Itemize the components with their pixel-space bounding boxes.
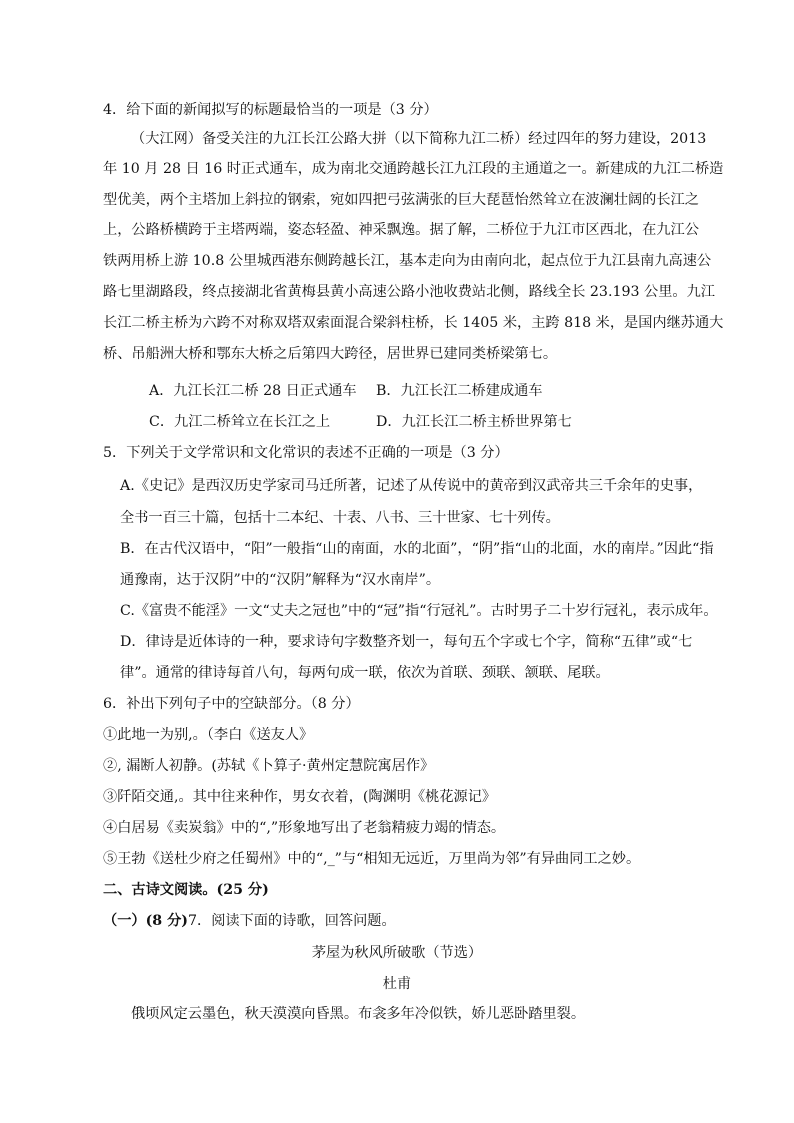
section-2-heading: 二、古诗文阅读。(25 分) bbox=[103, 882, 269, 898]
question-4-title: 4．给下面的新闻拟写的标题最恰当的一项是（3 分） bbox=[103, 102, 438, 118]
q4-option-d: D．九江长江二桥主桥世界第七 bbox=[376, 414, 572, 430]
q5-line-4: 通豫南，达于汉阴”中的“汉阴”解释为“汉水南岸”。 bbox=[120, 572, 441, 588]
q4-passage-line-6: 路七里湖路段，终点接湖北省黄梅县黄小高速公路小池收费站北侧，路线全长 23.193 公里。九江 bbox=[103, 284, 715, 300]
q6-item-4: ④白居易《卖炭翁》中的“,”形象地写出了老翁精疲力竭的情态。 bbox=[103, 820, 506, 836]
question-7-row bbox=[103, 911, 396, 931]
q5-line-3: B．在古代汉语中，“阳”一般指“山的南面，水的北面”，“阴”指“山的北面，水的南岸。”因此“指 bbox=[120, 541, 714, 557]
q6-item-1: ①此地一为别,。（李白《送友人》 bbox=[103, 727, 314, 743]
q4-passage-line-1: （大江网）备受关注的九江长江公路大拼（以下简称九江二桥）经过四年的努力建设，2013 bbox=[131, 131, 707, 147]
q6-item-5: ⑤王勃《送杜少府之任蜀州》中的“,_”与“相知无远近，万里尚为邻”有异曲同工之妙。 bbox=[103, 851, 641, 867]
q6-item-3: ③阡陌交通,。其中往来种作，男女衣着，(陶渊明《桃花源记》 bbox=[103, 789, 497, 805]
q4-passage-line-8: 桥、吊船洲大桥和鄂东大桥之后第四大跨径，居世界已建同类桥梁第七。 bbox=[103, 346, 558, 362]
q5-line-7: 律”。通常的律诗每首八句，每两句成一联，依次为首联、颈联、颔联、尾联。 bbox=[120, 665, 610, 681]
q5-line-6: D．律诗是近体诗的一种，要求诗句字数整齐划一，每句五个字或七个字，简称“五律”或“七 bbox=[120, 634, 693, 650]
subsection-label: （一）(8 分) bbox=[103, 913, 188, 929]
q5-line-5: C.《富贵不能淫》一文“丈夫之冠也”中的“冠”指“行冠礼”。古时男子二十岁行冠礼，表示成年。 bbox=[120, 603, 718, 619]
q4-passage-line-7: 长江二桥主桥为六跨不对称双塔双索面混合梁斜柱桥，长 1405 米，主跨 818 米，是国内继苏通大 bbox=[103, 315, 724, 331]
q5-line-2: 全书一百三十篇，包括十二本纪、十表、八书、三十世家、七十列传。 bbox=[120, 510, 560, 526]
q4-option-a: A．九江长江二桥 28 日正式通车 bbox=[149, 383, 357, 399]
poem-author: 杜甫 bbox=[382, 976, 412, 992]
question-6-title: 6．补出下列句子中的空缺部分。（8 分） bbox=[103, 696, 360, 712]
question-5-title: 5．下列关于文学常识和文化常识的表述不正确的一项是（3 分） bbox=[103, 445, 509, 461]
poem-title: 茅屋为秋风所破歌（节选） bbox=[311, 945, 483, 961]
q5-line-1: A.《史记》是西汉历史学家司马迁所著，记述了从传说中的黄帝到汉武帝共三千余年的史事， bbox=[120, 478, 703, 494]
q4-passage-line-5: 铁两用桥上游 10.8 公里城西港东侧跨越长江，基本走向为由南向北，起点位于九江县南九高速公 bbox=[103, 253, 712, 269]
q4-option-c: C．九江二桥耸立在长江之上 bbox=[149, 414, 331, 430]
q4-passage-line-4: 上，公路桥横跨于主塔两端，姿态轻盈、神采飘逸。据了解，二桥位于九江市区西北，在九江公 bbox=[103, 222, 699, 238]
q4-passage-line-2: 年 10 月 28 日 16 时正式通车，成为南北交通跨越长江九江段的主通道之一。新建成的九江二桥造 bbox=[103, 161, 724, 177]
poem-line-1: 俄顷风定云墨色，秋天漠漠向昏黑。布衾多年冷似铁，娇儿恶卧踏里裂。 bbox=[131, 1006, 586, 1022]
q4-option-b: B．九江长江二桥建成通车 bbox=[376, 383, 543, 399]
question-7-title: 7．阅读下面的诗歌，回答问题。 bbox=[188, 913, 396, 929]
q4-passage-line-3: 型优美，两个主塔加上斜拉的钢索，宛如四把弓弦满张的巨大琵琶怡然耸立在波澜壮阔的长江之 bbox=[103, 192, 699, 208]
q6-item-2: ②, 漏断人初静。(苏轼《卜算子·黄州定慧院寓居作》 bbox=[103, 758, 435, 774]
